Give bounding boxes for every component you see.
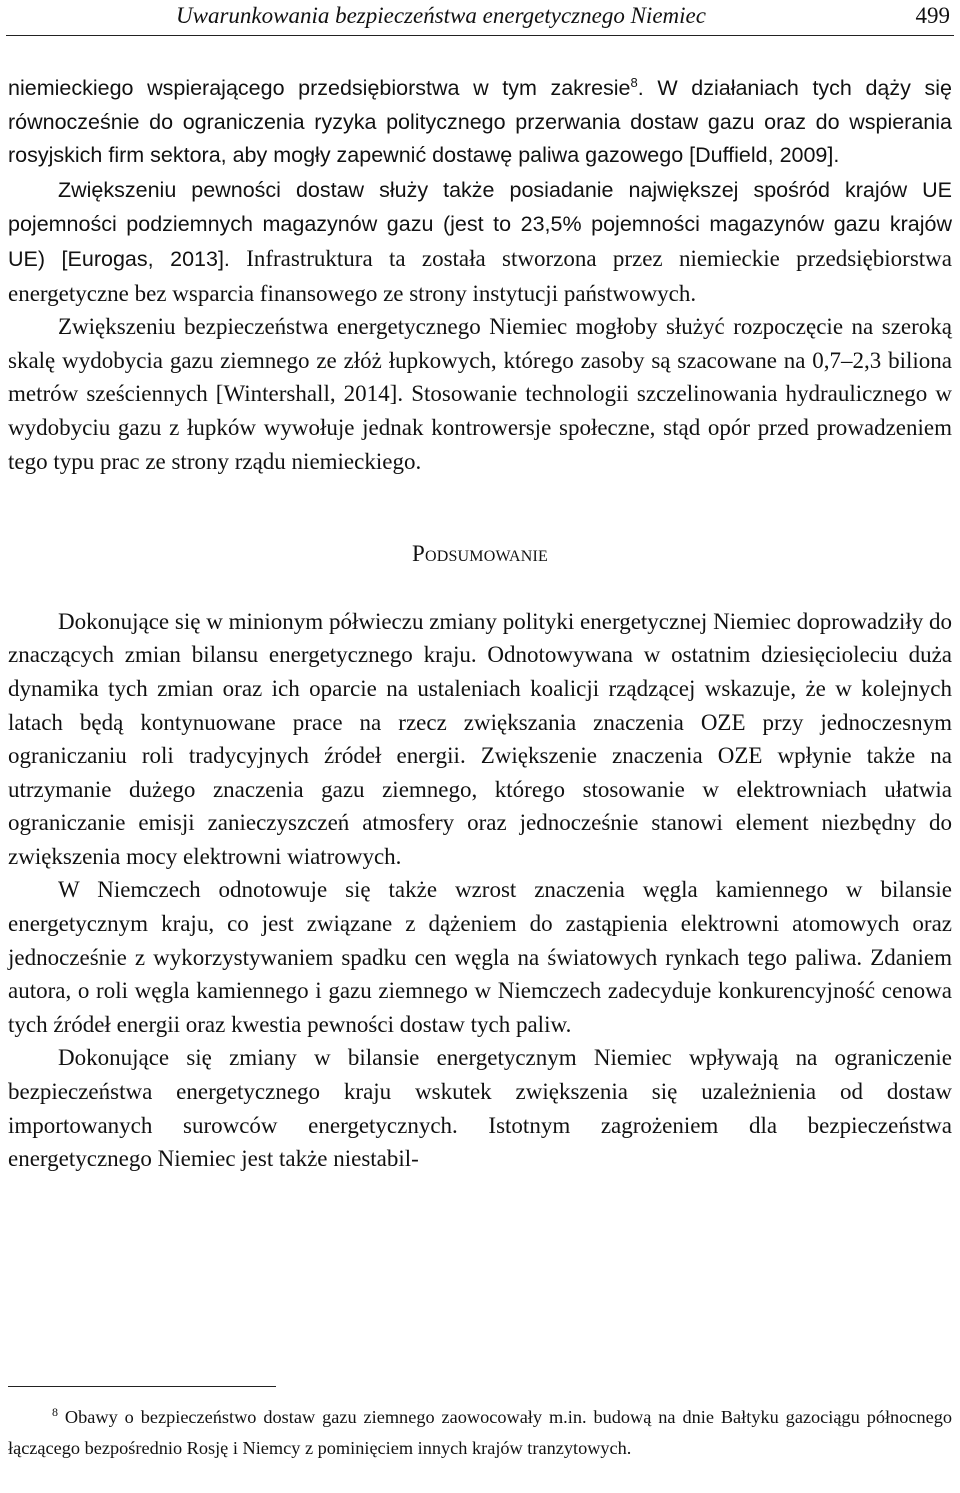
section-heading: Podsumowanie: [411, 541, 549, 567]
paragraph-5: W Niemczech odnotowuje się także wzrost znaczenia węgla kamiennego w bilansie energetycznym kraju, co jest związane z dążeniem do zastąpienia elektrowni atomowych oraz jednocześnie z wykorzystywaniem spadku cen węgla na światowych rynkach tego paliwa. Zdaniem autora, o roli węgla kamiennego i gazu ziemnego w Niemczech zadecyduje konkurencyjność cenowa tych źródeł energii oraz kwestia pewności dostaw tych paliw.: [8, 877, 952, 1037]
paragraph-6: Dokonujące się zmiany w bilansie energetycznym Niemiec wpływają na ograniczenie bezpieczeństwa energetycznego kraju wskutek zwiększenia się uzależnienia od dostaw importowanych surowców energetycznych. Istotnym zagrożeniem dla bezpieczeństwa energetycznego Niemiec jest także niestabil-: [8, 1045, 952, 1172]
paragraph-2-text-b: Infrastruktura ta została stworzona przez niemieckie przedsiębiorstwa energetyczne bez wsparcia finansowego ze strony instytucji państwowych.: [8, 245, 952, 306]
paragraph-1: [8, 72, 952, 173]
footnote-separator: [8, 1386, 276, 1387]
paragraph-2: [8, 173, 952, 310]
footnote-8: [8, 1402, 952, 1463]
paragraph-2-text-a: Zwiększeniu pewności dostaw służy także posiadanie największej spośród krajów UE pojemności podziemnych magazynów gazu (jest to 23,5% pojemności magazynów gazu krajów UE) [Eurogas, 2013].: [8, 177, 952, 271]
footnote-text: Obawy o bezpieczeństwo dostaw gazu ziemnego zaowocowały m.in. budową na dnie Bałtyku gazociągu północnego łączącego bezpośrednio Rosję i Niemcy z pominięciem innych krajów tranzytowych.: [8, 1407, 952, 1458]
paragraph-3: Zwiększeniu bezpieczeństwa energetycznego Niemiec mogłoby służyć rozpoczęcie na szeroką skalę wydobycia gazu ziemnego ze złóż łupkowych, którego zasoby są szacowane na 0,7–2,3 biliona metrów sześciennych [Wintershall, 2014]. Stosowanie technologii szczelinowania hydraulicznego w wydobyciu gazu z łupków wywołuje jednak kontrowersje społeczne, stąd opór przed prowadzeniem tego typu prac ze strony rządu niemieckiego.: [8, 314, 952, 474]
main-text: [8, 72, 952, 1176]
paragraph-1-text-b: . W działaniach tych dąży się równocześnie do ograniczenia ryzyka politycznego przerwania dostaw gazu oraz do wspierania rosyjskich firm sektora, aby mogły zapewnić dostawę paliwa gazowego [Duffield, 2009].: [8, 76, 952, 168]
paragraph-1-text-a: niemieckiego wspierającego przedsiębiorstwa w tym zakresie: [8, 76, 631, 100]
footnote-ref-8[interactable]: 8: [630, 74, 638, 90]
running-header: [6, 0, 954, 36]
running-title: Uwarunkowania bezpieczeństwa energetycznego Niemiec: [176, 3, 706, 28]
footnote-number: 8: [52, 1404, 58, 1419]
page-number: 499: [915, 3, 950, 28]
paragraph-4: Dokonujące się w minionym półwieczu zmiany polityki energetycznej Niemiec doprowadziły do znaczących zmian bilansu energetycznego kraju. Odnotowywana w ostatnim dziesięcioleciu duża dynamika tych zmian oraz ich oparcie na ustaleniach koalicji rządzącej wskazuje, że w kolejnych latach będą kontynuowane prace na rzecz zwiększania znaczenia OZE przy jednoczesnym ograniczaniu roli tradycyjnych źródeł energii. Zwiększenie znaczenia OZE wpłynie także na utrzymanie dużego znaczenia gazu ziemnego, którego stosowanie w elektrowniach ułatwia ograniczanie emisji zanieczyszczeń atmosfery oraz jednocześnie stanowi element niezbędny do zwiększenia mocy elektrowni wiatrowych.: [8, 608, 952, 869]
